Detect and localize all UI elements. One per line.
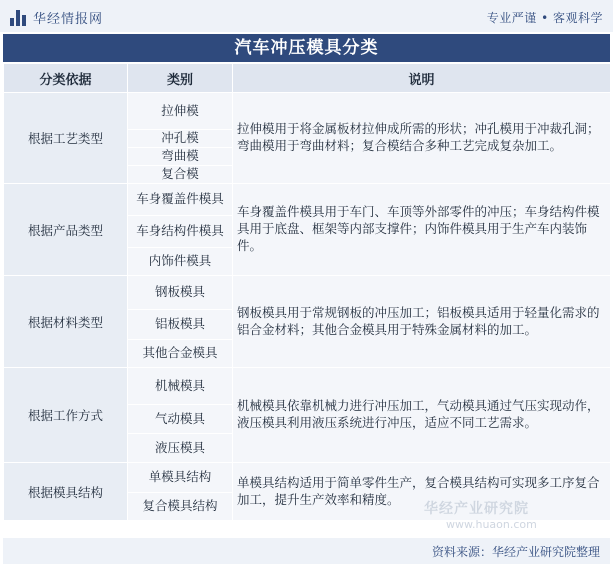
page-title: 汽车冲压模具分类	[3, 34, 610, 62]
description-cell: 钢板模具用于常规钢板的冲压加工；铝板模具适用于轻量化需求的铝合金材料；其他合金模具用于特殊金属材料的加工。	[233, 276, 611, 368]
source-note: 资料来源：华经产业研究院整理	[431, 545, 600, 559]
type-cell: 复合模	[128, 166, 233, 184]
type-cell: 弯曲模	[128, 148, 233, 166]
table-row	[4, 184, 611, 216]
type-cell: 冲孔模	[128, 130, 233, 148]
basis-cell: 根据模具结构	[4, 463, 128, 521]
slogan: 专业严谨 • 客观科学	[486, 11, 603, 25]
table-row	[4, 368, 611, 405]
column-header-basis: 分类依据	[4, 64, 128, 93]
column-header-type: 类别	[128, 64, 233, 93]
description-cell: 拉伸模用于将金属板材拉伸成所需的形状；冲孔模用于冲裁孔洞；弯曲模用于弯曲材料；复合模结合多种工艺完成复杂加工。	[233, 93, 611, 184]
bar-chart-logo-icon	[10, 10, 26, 26]
brand-name: 华经情报网	[33, 12, 104, 27]
description-cell: 机械模具依靠机械力进行冲压加工，气动模具通过气压实现动作，液压模具利用液压系统进行冲压，适应不同工艺需求。	[233, 368, 611, 463]
basis-cell: 根据材料类型	[4, 276, 128, 368]
table-row	[4, 93, 611, 130]
type-cell: 铝板模具	[128, 310, 233, 340]
table-header-row	[4, 64, 611, 93]
type-cell: 拉伸模	[128, 93, 233, 130]
type-cell: 其他合金模具	[128, 340, 233, 368]
classification-table	[3, 63, 611, 521]
type-cell: 钢板模具	[128, 276, 233, 310]
table-row	[4, 463, 611, 493]
basis-cell: 根据工艺类型	[4, 93, 128, 184]
description-cell: 单模具结构适用于简单零件生产，复合模具结构可实现多工序复合加工，提升生产效率和精度。	[233, 463, 611, 521]
type-cell: 内饰件模具	[128, 248, 233, 276]
type-cell: 单模具结构	[128, 463, 233, 493]
type-cell: 车身覆盖件模具	[128, 184, 233, 216]
footer	[3, 538, 610, 564]
brand-logo[interactable]	[10, 8, 103, 27]
column-header-description: 说明	[233, 64, 611, 93]
type-cell: 机械模具	[128, 368, 233, 405]
watermark-url: www.huaon.com	[446, 518, 537, 531]
type-cell: 气动模具	[128, 405, 233, 434]
watermark: 华经产业研究院	[424, 501, 529, 517]
table-row	[4, 276, 611, 310]
type-cell: 车身结构件模具	[128, 216, 233, 248]
type-cell: 复合模具结构	[128, 493, 233, 521]
description-cell: 车身覆盖件模具用于车门、车顶等外部零件的冲压；车身结构件模具用于底盘、框架等内部支撑件；内饰件模具用于生产车内装饰件。	[233, 184, 611, 276]
basis-cell: 根据产品类型	[4, 184, 128, 276]
basis-cell: 根据工作方式	[4, 368, 128, 463]
top-bar	[0, 0, 613, 32]
type-cell: 液压模具	[128, 434, 233, 463]
